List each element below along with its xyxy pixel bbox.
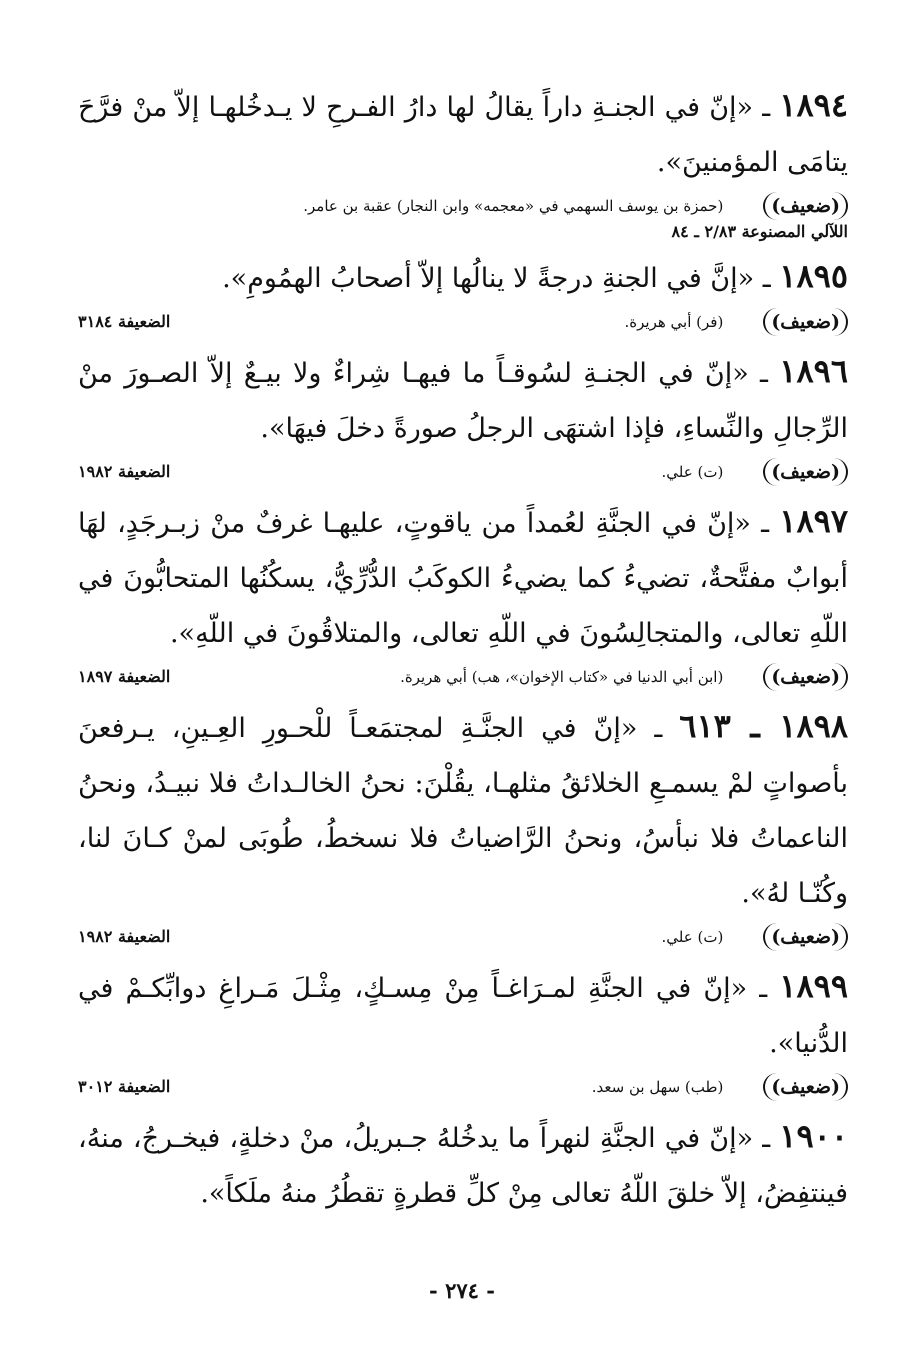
source-text: (حمزة بن يوسف السهمي في «معجمه» وابن النجار) عقبة بن عامر. — [303, 197, 724, 215]
page-number: - ٢٧٤ - — [429, 1278, 495, 1303]
hadith-meta — [78, 1073, 848, 1101]
hadith-body: «إنّ في الجنَّةِ لنهراً ما يدخُلهُ جـبريلُ، منْ دخلةٍ، فيخـرجُ، منهُ، فينتفِضُ، إلاّ خلقَ اللّهُ تعالى مِنْ كلِّ قطرةٍ تقطُرُ منهُ ملَكاً». — [78, 1123, 848, 1209]
extra-reference: اللآلي المصنوعة ٢/٨٣ ـ ٨٤ — [671, 222, 848, 241]
hadith-entry — [78, 78, 848, 241]
hadith-meta — [78, 192, 848, 220]
hadith-number: ١٨٩٤ — [779, 86, 849, 124]
document-page — [78, 78, 848, 1229]
reference-text: الضعيفة ١٨٩٧ — [78, 667, 171, 686]
hadith-meta — [78, 663, 848, 691]
hadith-body: «إنّ في الجنـةِ داراً يقالُ لها دارُ الفـرحِ لا يـدخُلهـا إلاّ منْ فرَّحَ يتامَى المؤمنينَ». — [78, 92, 848, 178]
hadith-body: «إنَّ في الجنةِ درجةً لا ينالُها إلاّ أصحابُ الهمُومِ». — [222, 263, 755, 294]
hadith-entry — [78, 699, 848, 951]
hadith-entry — [78, 249, 848, 336]
hadith-number: ١٨٩٩ — [779, 967, 848, 1005]
hadith-text: ١٨٩٨ ـ ٦١٣ ـ «إنّ في الجنَّـةِ لمجتمَعـاً للْحـورِ العِـينِ، يـرفعنَ بأصواتٍ لمْ يسمـعِ الخلائقُ مثلهـا، يقُلْنَ: نحنُ الخالـداتُ فلا نبيـدُ، ونحنُ الناعماتُ فلا نبأسُ، ونحنُ الرَّاضياتُ فلا نسخطُ، طُوبَى لمنْ كـانَ لنا، وكُنّـا لهُ». — [78, 707, 849, 909]
source-text: (طب) سهل بن سعد. — [591, 1078, 724, 1096]
hadith-number: ١٨٩٨ ـ ٦١٣ — [679, 707, 849, 745]
hadith-body: «إنّ في الجنَّةِ لعُمداً من ياقوتٍ، عليهـا غرفٌ منْ زبـرجَدٍ، لهَا أبوابٌ مفتَّحةٌ، تضيءُ كما يضيءُ الكوكَبُ الدُّرِّيُّ، يسكُنُها المتحابُّونَ في اللّهِ تعالى، والمتجالِسُونَ في اللّهِ تعالى، والمتلاقُونَ في اللّهِ». — [78, 508, 848, 649]
hadith-number: ١٨٩٦ — [779, 352, 848, 390]
hadith-body: «إنّ في الجنَّـةِ لمجتمَعـاً للْحـورِ العِـينِ، يـرفعنَ بأصواتٍ لمْ يسمـعِ الخلائقُ مثلهـا، يقُلْنَ: نحنُ الخالـداتُ فلا نبيـدُ، ونحنُ الناعماتُ فلا نبأسُ، ونحنُ الرَّاضياتُ فلا نسخطُ، طُوبَى لمنْ كـانَ لنا، وكُنّـا لهُ». — [78, 713, 848, 909]
source-text: (ابن أبي الدنيا في «كتاب الإخوان»، هب) أبي هريرة. — [400, 668, 724, 686]
hadith-text: ١٨٩٩ ـ «إنّ في الجنَّةِ لمـرَاغـاً مِنْ مِسـكٍ، مِثْـلَ مَـراغِ دوابِّكـمْ في الدُّنيا». — [78, 967, 848, 1059]
source-text: (فر) أبي هريرة. — [624, 313, 724, 331]
hadith-meta — [78, 308, 848, 336]
hadith-entry — [78, 959, 848, 1101]
grade-label: (ضعيف) — [763, 192, 848, 220]
hadith-entry — [78, 494, 848, 691]
hadith-body: «إنّ في الجنَّةِ لمـرَاغـاً مِنْ مِسـكٍ، مِثْـلَ مَـراغِ دوابِّكـمْ في الدُّنيا». — [78, 973, 848, 1059]
reference-text: الضعيفة ١٩٨٢ — [78, 462, 171, 481]
hadith-text: ١٩٠٠ ـ «إنّ في الجنَّةِ لنهراً ما يدخُلهُ جـبريلُ، منْ دخلةٍ، فيخـرجُ، منهُ، فينتفِضُ، إلاّ خلقَ اللّهُ تعالى مِنْ كلِّ قطرةٍ تقطُرُ منهُ ملَكاً». — [78, 1117, 848, 1209]
source-text: (ت) علي. — [661, 928, 724, 946]
grade-label: (ضعيف) — [763, 308, 848, 336]
hadith-body: «إنّ في الجنـةِ لسُوقـاً ما فيهـا شِراءٌ ولا بيـعٌ إلاّ الصـورَ منْ الرِّجالِ والنِّساءِ، فإذا اشتهَى الرجلُ صورةً دخلَ فيهَا». — [78, 358, 848, 444]
hadith-text: ١٨٩٦ ـ «إنّ في الجنـةِ لسُوقـاً ما فيهـا شِراءٌ ولا بيـعٌ إلاّ الصـورَ منْ الرِّجالِ والنِّساءِ، فإذا اشتهَى الرجلُ صورةً دخلَ فيهَا». — [78, 352, 848, 444]
hadith-entry — [78, 1109, 848, 1221]
grade-label: (ضعيف) — [763, 923, 848, 951]
hadith-meta — [78, 458, 848, 486]
reference-text: الضعيفة ٣١٨٤ — [78, 312, 171, 331]
source-text: (ت) علي. — [661, 463, 724, 481]
grade-label: (ضعيف) — [763, 1073, 848, 1101]
grade-label: (ضعيف) — [763, 663, 848, 691]
grade-label: (ضعيف) — [763, 458, 848, 486]
hadith-number: ١٨٩٥ — [779, 257, 848, 295]
reference-text: الضعيفة ١٩٨٢ — [78, 927, 171, 946]
reference-text: الضعيفة ٣٠١٢ — [78, 1077, 171, 1096]
hadith-text: ١٨٩٥ ـ «إنَّ في الجنةِ درجةً لا ينالُها إلاّ أصحابُ الهمُومِ». — [222, 257, 848, 295]
hadith-text: ١٨٩٤ ـ «إنّ في الجنـةِ داراً يقالُ لها دارُ الفـرحِ لا يـدخُلهـا إلاّ منْ فرَّحَ يتامَى المؤمنينَ». — [78, 86, 849, 178]
hadith-entry — [78, 344, 848, 486]
hadith-number: ١٩٠٠ — [779, 1117, 848, 1155]
hadith-meta — [78, 923, 848, 951]
hadith-text: ١٨٩٧ ـ «إنّ في الجنَّةِ لعُمداً من ياقوتٍ، عليهـا غرفٌ منْ زبـرجَدٍ، لهَا أبوابٌ مفتَّحةٌ، تضيءُ كما يضيءُ الكوكَبُ الدُّرِّيُّ، يسكُنُها المتحابُّونَ في اللّهِ تعالى، والمتجالِسُونَ في اللّهِ تعالى، والمتلاقُونَ في اللّهِ». — [78, 502, 849, 649]
hadith-number: ١٨٩٧ — [779, 502, 849, 540]
